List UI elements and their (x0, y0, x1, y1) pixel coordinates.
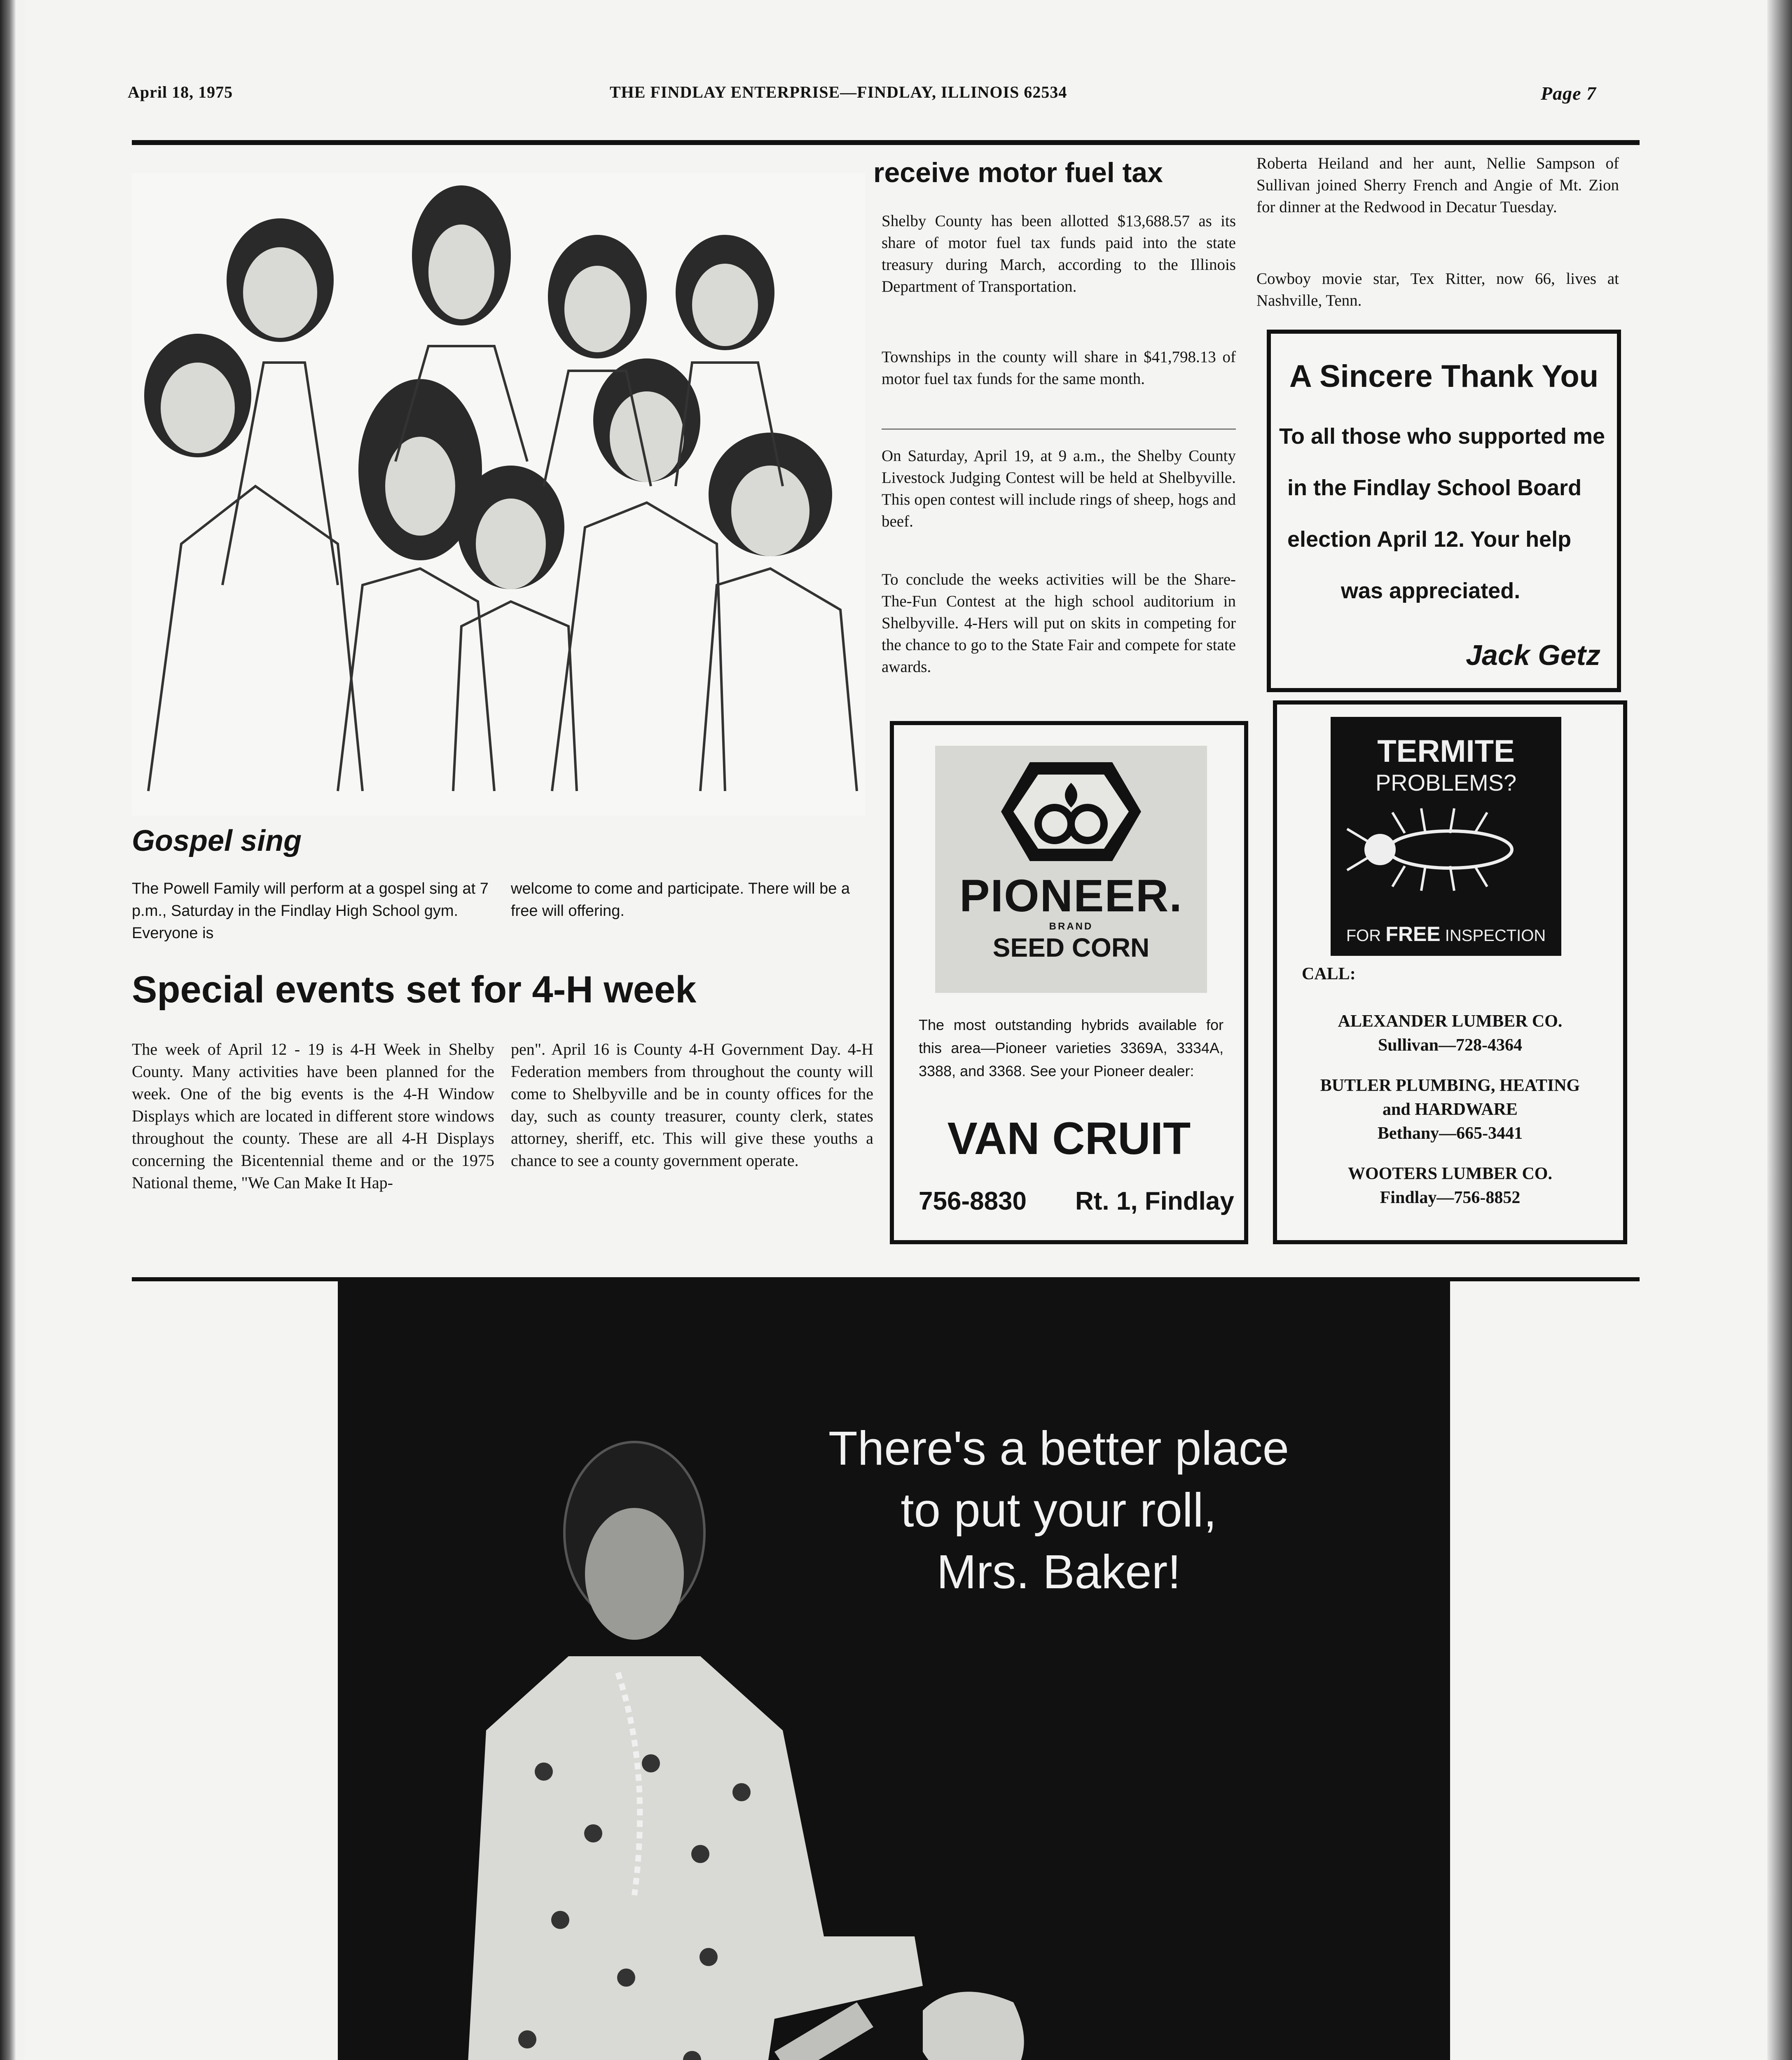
pioneer-seed-ad (890, 721, 1248, 1244)
gospel-sing-col2: welcome to come and participate. There will be a free will offering. (511, 880, 850, 920)
termite-for: FOR (1346, 927, 1381, 945)
pioneer-leaf-icon (935, 746, 1207, 869)
pioneer-phone: 756-8830 (919, 1187, 1027, 1215)
dealer-butler-phone: Bethany—665-3441 (1377, 1124, 1523, 1143)
left-page-edge (0, 0, 16, 2060)
dealer-alexander-phone: Sullivan—728-4364 (1378, 1036, 1523, 1055)
issue-date: April 18, 1975 (128, 83, 233, 101)
mrs-baker-figure (338, 1277, 1450, 2060)
thank-you-line4: was appreciated. (1341, 578, 1521, 603)
dealer-alexander: ALEXANDER LUMBER CO. (1338, 1012, 1563, 1031)
termite-subtitle: PROBLEMS? (1375, 770, 1517, 796)
fourh-col2: pen". April 16 is County 4-H Government Day. 4-H Federation members from throughout the county will come to Shelbyville and be in county offices for the day, such as county treasurer, county clerk, states attorney, sheriff, etc. This will give these youths a chance to see a county government operate. (511, 1040, 873, 1170)
gospel-sing-title: Gospel sing (132, 824, 302, 857)
dealer-wooters: WOOTERS LUMBER CO. (1348, 1164, 1552, 1183)
pioneer-logo-panel (935, 746, 1207, 993)
dealer-butler: BUTLER PLUMBING, HEATING (1320, 1076, 1580, 1095)
fuel-tax-headline: receive motor fuel tax (873, 157, 1163, 188)
termite-call: CALL: (1302, 964, 1356, 983)
pioneer-body: The most outstanding hybrids available for this area—Pioneer varieties 3369A, 3334A, 3388, and 3368. See your Pioneer dealer: (919, 1016, 1224, 1079)
page-number: Page 7 (1541, 83, 1597, 104)
dealer-butler-line2: and HARDWARE (1383, 1100, 1518, 1119)
fuel-tax-p2: Townships in the county will share in $41,798.13 of motor fuel tax funds for the same month. (882, 348, 1236, 388)
thank-you-title: A Sincere Thank You (1289, 359, 1599, 394)
ad-headline-line1: There's a better place (828, 1421, 1289, 1475)
ad-headline-line3: Mrs. Baker! (936, 1545, 1181, 1599)
header-rule (132, 140, 1640, 145)
pioneer-product: SEED CORN (992, 933, 1150, 962)
group-photo-illustration (132, 173, 865, 816)
pioneer-brand-small: BRAND (1049, 921, 1093, 932)
gospel-sing-col1: The Powell Family will perform at a gospel sing at 7 p.m., Saturday in the Findlay High School gym. Everyone is (132, 880, 489, 942)
social-note-ritter: Cowboy movie star, Tex Ritter, now 66, lives at Nashville, Tenn. (1256, 270, 1619, 309)
livestock-p2: To conclude the weeks activities will be the Share-The-Fun Contest at the high school auditorium in Shelbyville. 4-Hers will put on skits in competing for the chance to go to the State Fair and compete for state awards. (882, 571, 1236, 676)
right-page-edge (1767, 0, 1792, 2060)
thank-you-line3: election April 12. Your help (1287, 527, 1572, 552)
livestock-p1: On Saturday, April 19, at 9 a.m., the Shelby County Livestock Judging Contest will be held at Shelbyville. This open contest will include rings of sheep, hogs and beef. (882, 447, 1236, 530)
fourh-col1: The week of April 12 - 19 is 4-H Week in Shelby County. Many activities have been planned for the week. One of the big events is the 4-H Window Displays which are located in different store windows throughout the county. These are all 4-H Displays concerning the Bicentennial theme and or the 1975 National theme, "We Can Make It Hap- (132, 1040, 494, 1192)
pioneer-brand: PIONEER. (959, 871, 1183, 921)
ad-headline-line2: to put your roll, (901, 1483, 1217, 1537)
pioneer-address: Rt. 1, Findlay (1075, 1187, 1234, 1215)
thank-you-signature: Jack Getz (1466, 639, 1600, 671)
termite-title: TERMITE (1377, 734, 1515, 769)
powell-family-photo (132, 173, 865, 816)
thank-you-line2: in the Findlay School Board (1287, 475, 1582, 500)
social-note-heiland: Roberta Heiland and her aunt, Nellie Sampson of Sullivan joined Sherry French and Angie of Mt. Zion for dinner at the Redwood in Decatur Tuesday. (1256, 154, 1619, 216)
fourh-headline: Special events set for 4-H week (132, 969, 697, 1011)
fuel-tax-p1: Shelby County has been allotted $13,688.57 as its share of motor fuel tax funds paid into the state treasury during March, according to the Illinois Department of Transportation. (882, 212, 1236, 295)
dealer-wooters-phone: Findlay—756-8852 (1380, 1188, 1521, 1207)
masthead: THE FINDLAY ENTERPRISE—FINDLAY, ILLINOIS 62534 (610, 83, 1067, 101)
column-rule (882, 428, 1236, 430)
thank-you-ad (1267, 330, 1621, 692)
termite-panel (1331, 717, 1561, 956)
termite-free: FREE (1385, 922, 1441, 946)
thank-you-line1: To all those who supported me (1279, 424, 1605, 449)
pioneer-dealer: VAN CRUIT (947, 1113, 1191, 1164)
cips-photo-panel (338, 1277, 1450, 2060)
termite-ad (1273, 700, 1627, 1244)
termite-bug-icon (1331, 796, 1561, 903)
termite-inspection: INSPECTION (1445, 927, 1546, 945)
